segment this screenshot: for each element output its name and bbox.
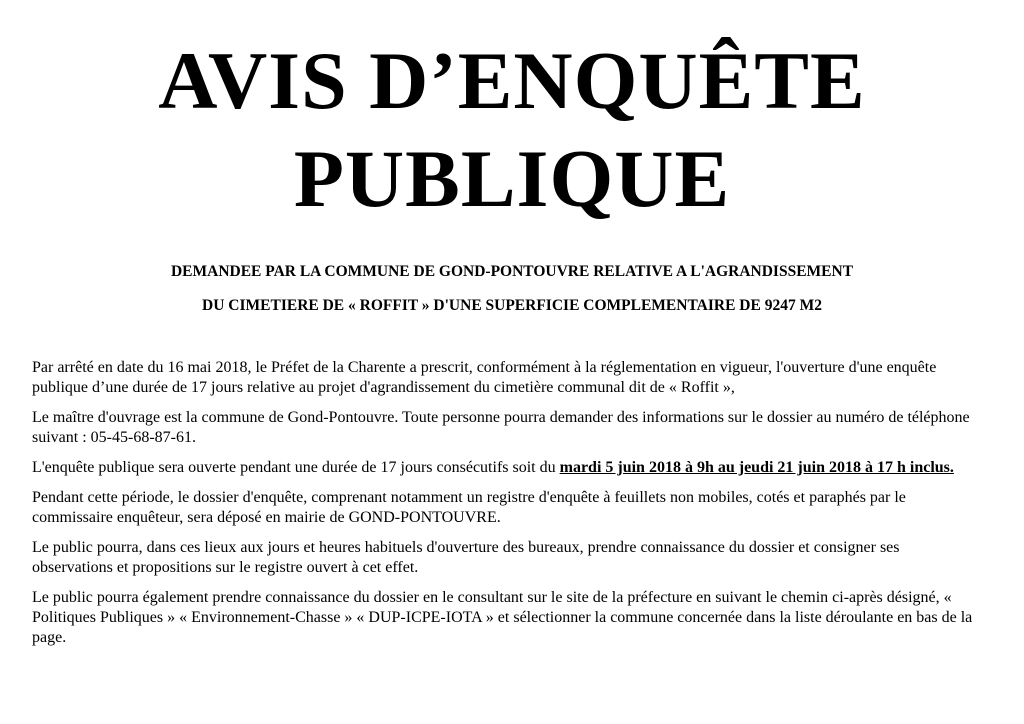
paragraph-observations: Le public pourra, dans ces lieux aux jours et heures habituels d'ouverture des bureaux, prendre connaissance du dossier et consigner ses observations et propositions sur le registre ouvert à cet effet. <box>32 539 900 576</box>
paragraph-dossier: Pendant cette période, le dossier d'enquête, comprenant notamment un registre d'enquête à feuillets non mobiles, cotés et paraphés par le commissaire enquêteur, sera déposé en mairie de GOND-PONTOUVRE. <box>32 489 906 526</box>
paragraph-decree: Par arrêté en date du 16 mai 2018, le Préfet de la Charente a prescrit, conformément à la réglementation en vigueur, l'ouverture d'une enquête publique d’une durée de 17 jours relative au projet d'agrandissement du cimetière communal dit de « Roffit », <box>32 359 937 396</box>
page-title-line-1: AVIS D’ENQUÊTE <box>158 35 866 126</box>
page-title-line-2: PUBLIQUE <box>293 133 731 224</box>
paragraph-contractor: Le maître d'ouvrage est la commune de Gond-Pontouvre. Toute personne pourra demander des informations sur le dossier au numéro de téléphone suivant : 05-45-68-87-61. <box>32 409 970 446</box>
subtitle-line-2: DU CIMETIERE DE « ROFFIT » D'UNE SUPERFICIE COMPLEMENTAIRE DE 9247 M2 <box>202 297 822 314</box>
paragraph-online: Le public pourra également prendre connaissance du dossier en le consultant sur le site de la préfecture en suivant le chemin ci-après désigné, « Politiques Publiques » « Environnement-Chasse » « DUP-ICPE-IOTA » et sélectionner la commune concernée dans la liste déroulante en bas de la page. <box>32 589 973 646</box>
dates-intro-text: L'enquête publique sera ouverte pendant une durée de 17 jours consécutifs soit du <box>32 459 560 476</box>
paragraph-dates <box>32 458 980 478</box>
notice-body <box>32 358 980 658</box>
dates-highlight: mardi 5 juin 2018 à 9h au jeudi 21 juin 2018 à 17 h inclus. <box>559 459 954 476</box>
subtitle-line-1: DEMANDEE PAR LA COMMUNE DE GOND-PONTOUVRE RELATIVE A L'AGRANDISSEMENT <box>170 263 854 280</box>
